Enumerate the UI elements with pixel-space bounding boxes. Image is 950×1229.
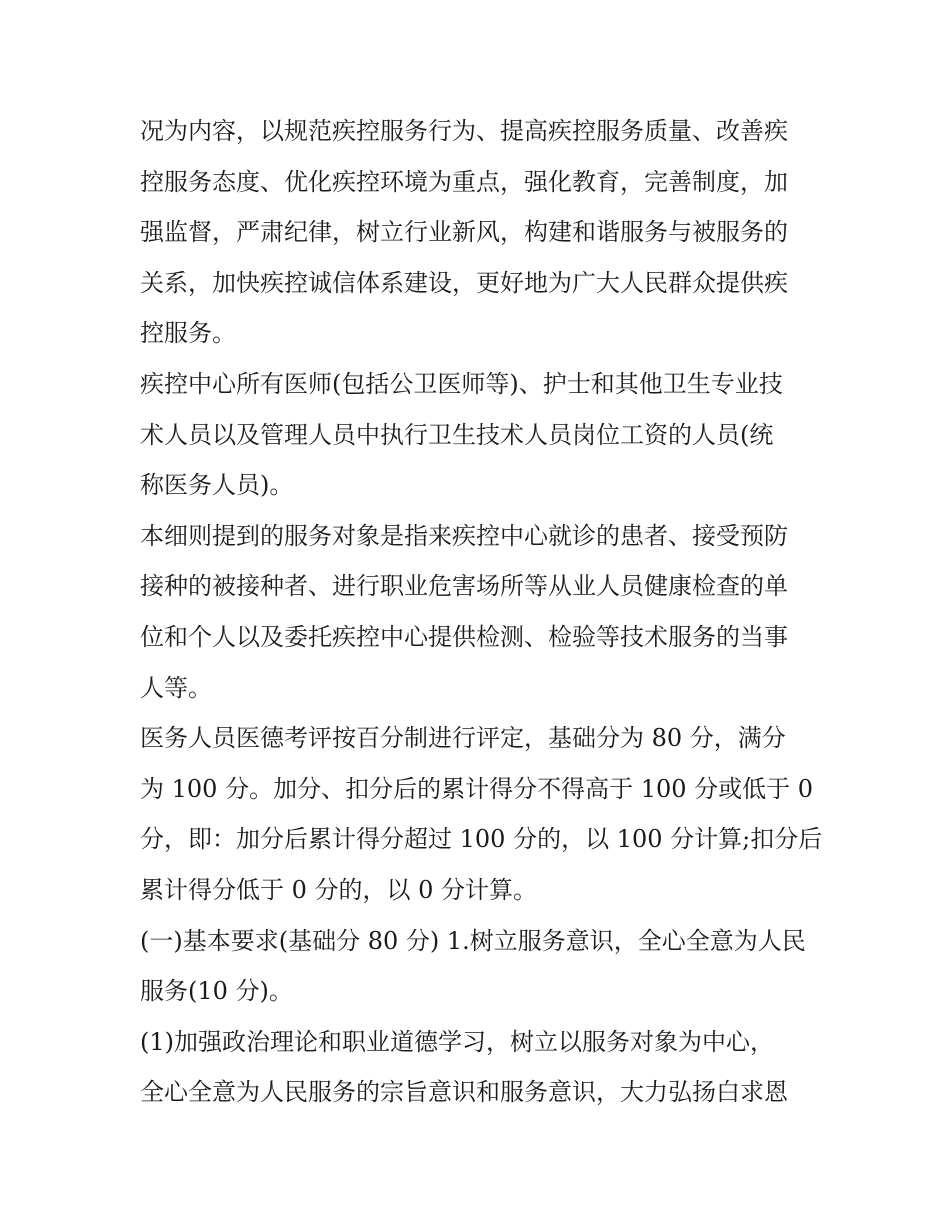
text-line: 况为内容，以规范疾控服务行为、提高疾控服务质量、改善疾 [140,117,788,145]
document-body [140,106,823,1118]
text-line: (1)加强政治理论和职业道德学习，树立以服务对象为中心， [140,1027,774,1056]
text-line: 关系，加快疾控诚信体系建设，更好地为广大人民群众提供疾 [140,268,788,297]
text-line: 累计得分低于 0 分的，以 0 分计算。 [140,875,538,904]
text-line: 控服务。 [140,319,236,348]
text-line: 本细则提到的服务对象是指来疾控中心就诊的患者、接受预防 [140,521,788,550]
text-line: 为 100 分。加分、扣分后的累计得分不得高于 100 分或低于 0 [140,774,814,803]
text-line: 分，即：加分后累计得分超过 100 分的，以 100 分计算;扣分后 [140,825,823,854]
text-line: 全心全意为人民服务的宗旨意识和服务意识，大力弘扬白求恩 [140,1078,788,1107]
text-line: 位和个人以及委托疾控中心提供检测、检验等技术服务的当事 [140,622,788,651]
text-line: 称医务人员)。 [140,471,294,500]
text-line: 疾控中心所有医师(包括公卫医师等)、护士和其他卫生专业技 [140,369,783,398]
text-line: 控服务态度、优化疾控环境为重点，强化教育，完善制度，加 [140,167,788,196]
text-line: 医务人员医德考评按百分制进行评定，基础分为 80 分，满分 [140,724,786,753]
text-line: 术人员以及管理人员中执行卫生技术人员岗位工资的人员(统 [140,420,774,449]
text-line: 强监督，严肃纪律，树立行业新风，构建和谐服务与被服务的 [140,218,788,247]
text-line: 服务(10 分)。 [140,977,293,1006]
text-line: 人等。 [140,673,212,702]
text-line: (一)基本要求(基础分 80 分) 1.树立服务意识，全心全意为人民 [140,926,806,955]
text-line: 接种的被接种者、进行职业危害场所等从业人员健康检查的单 [140,572,788,601]
